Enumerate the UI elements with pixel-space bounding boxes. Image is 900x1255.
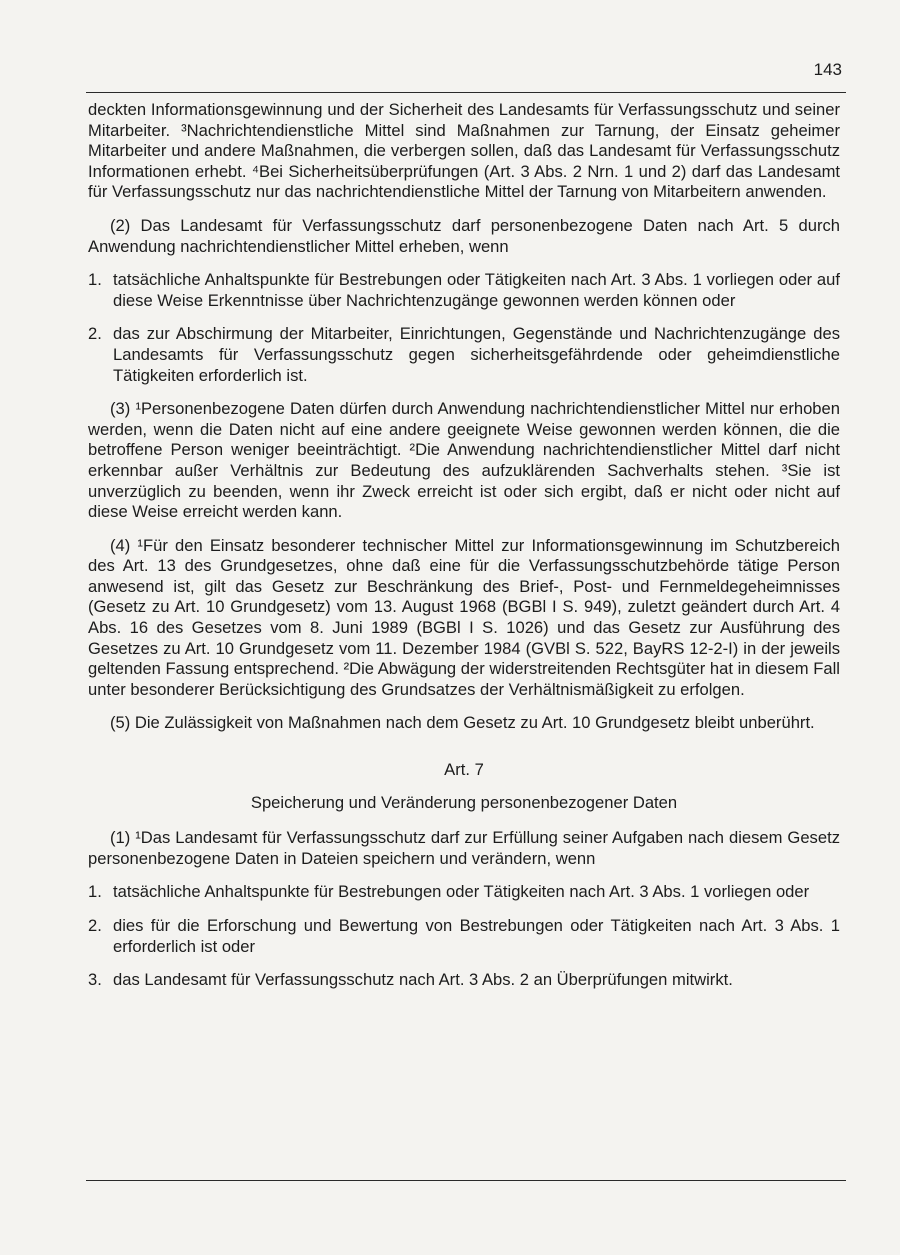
header-rule <box>86 92 846 93</box>
list-text: das zur Abschirmung der Mitarbeiter, Einrichtungen, Gegenstände und Nachrichtenzugänge des Landesamts für Verfassungsschutz gegen sicherheitsgefährdende oder geheimdienstliche Tätigkeiten erforderlich ist. <box>113 324 840 385</box>
footer-rule <box>86 1180 846 1181</box>
list-item <box>88 270 840 311</box>
list-item <box>88 324 840 386</box>
list-item <box>88 970 840 991</box>
article-heading: Speicherung und Veränderung personenbezogener Daten <box>250 792 678 812</box>
paragraph-5: (5) Die Zulässigkeit von Maßnahmen nach dem Gesetz zu Art. 10 Grundgesetz bleibt unberührt. <box>110 713 815 733</box>
page-number: 143 <box>813 60 842 79</box>
article-title: Art. 7 <box>444 760 484 780</box>
list-number: 1. <box>88 882 102 902</box>
article-paragraph-1: (1) ¹Das Landesamt für Verfassungsschutz darf zur Erfüllung seiner Aufgaben nach diesem Gesetz personenbezogene Daten in Dateien speichern und verändern, wenn <box>88 828 840 868</box>
list-item <box>88 916 840 957</box>
paragraph-2: (2) Das Landesamt für Verfassungsschutz darf personenbezogene Daten nach Art. 5 durch Anwendung nachrichtendienstlicher Mittel erheben, wenn <box>88 215 840 256</box>
list-text: dies für die Erforschung und Bewertung von Bestrebungen oder Tätigkeiten nach Art. 3 Abs. 1 erforderlich ist oder <box>113 916 840 956</box>
list-text: tatsächliche Anhaltspunkte für Bestrebungen oder Tätigkeiten nach Art. 3 Abs. 1 vorliegen oder <box>113 882 810 902</box>
list-number: 2. <box>88 324 102 344</box>
paragraph-4: (4) ¹Für den Einsatz besonderer technischer Mittel zur Informationsgewinnung im Schutzbereich des Art. 13 des Grundgesetzes, ohne daß eine für die Verfassungsschutzbehörde tätige Person anwesend ist, gilt das Gesetz zur Beschränkung des Brief-, Post- und Fernmeldegeheimnisses (Gesetz zu Art. 10 Grundgesetz) vom 13. August 1968 (BGBl I S. 949), zuletzt geändert durch Art. 4 Abs. 16 des Gesetzes vom 8. Juni 1989 (BGBl I S. 1026) und das Gesetz zur Ausführung des Gesetzes zu Art. 10 Grundgesetz vom 11. Dezember 1984 (GVBl S. 522, BayRS 12-2-I) in der jeweils geltenden Fassung entsprechend. ²Die Abwägung der widerstreitenden Rechtsgüter hat in diesem Fall unter besonderer Berücksichtigung des Grundsatzes der Verhältnismäßigkeit zu erfolgen. <box>88 535 840 699</box>
list-item <box>88 882 840 903</box>
paragraph-3: (3) ¹Personenbezogene Daten dürfen durch Anwendung nachrichtendienstlicher Mittel nur erhoben werden, wenn die Daten nicht auf eine andere geeignete Weise gewonnen werden können, die die betroffene Person weniger beeinträchtigt. ²Die Anwendung nachrichtendienstlicher Mittel darf nicht erkennbar außer Verhältnis zur Bedeutung des aufzuklärenden Sachverhalts stehen. ³Sie ist unverzüglich zu beenden, wenn ihr Zweck erreicht ist oder sich ergibt, daß er nicht oder nicht auf diese Weise erreicht werden kann. <box>88 399 840 522</box>
list-number: 1. <box>88 270 102 290</box>
paragraph-continued: deckten Informationsgewinnung und der Sicherheit des Landesamts für Verfassungsschutz und seiner Mitarbeiter. ³Nachrichtendienstliche Mittel sind Maßnahmen zur Tarnung, der Einsatz geheimer Mitarbeiter und andere Maßnahmen, die verbergen sollen, daß das Landesamt für Verfassungsschutz Informationen erhebt. ⁴Bei Sicherheitsüberprüfungen (Art. 3 Abs. 2 Nrn. 1 und 2) darf das Landesamt für Verfassungsschutz nur das nachrichtendienstliche Mittel der Tarnung von Mitarbeitern anwenden. <box>88 100 840 202</box>
list-number: 2. <box>88 916 102 935</box>
list-text: tatsächliche Anhaltspunkte für Bestrebungen oder Tätigkeiten nach Art. 3 Abs. 1 vorliegen oder auf diese Weise Erkenntnisse über Nachrichtenzugänge gewonnen werden können oder <box>113 270 840 310</box>
page-body <box>88 100 840 1004</box>
list-number: 3. <box>88 970 102 990</box>
list-text: das Landesamt für Verfassungsschutz nach Art. 3 Abs. 2 an Überprüfungen mitwirkt. <box>113 970 733 990</box>
